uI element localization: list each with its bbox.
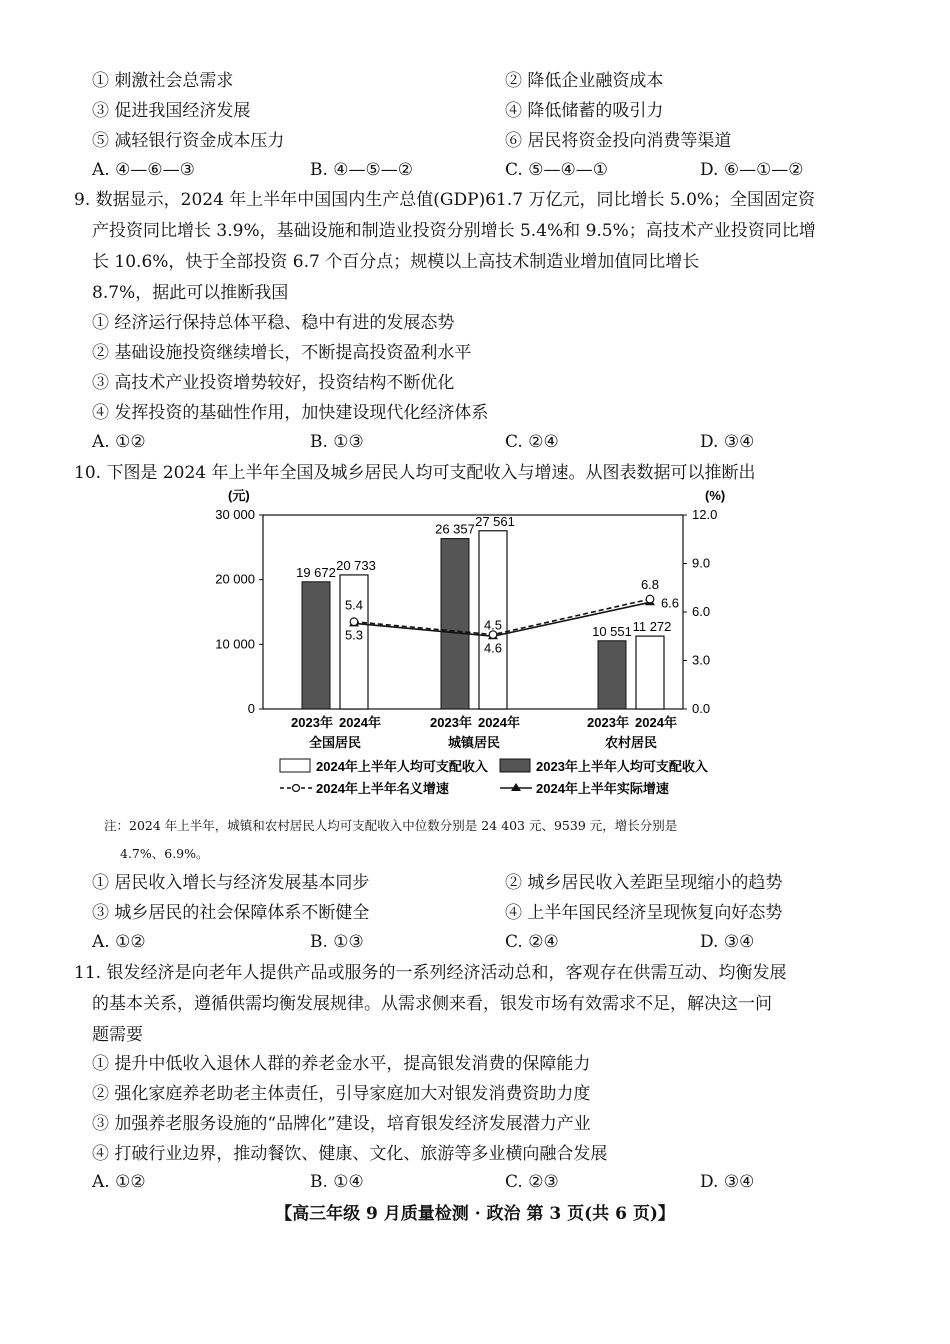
q8-option-3: ③ 促进我国经济发展: [92, 101, 251, 121]
legend-label-2023: 2023年上半年人均可支配收入: [536, 759, 708, 774]
bar-2023-label: 19 672: [296, 564, 336, 580]
q9-choice-c: C. ②④: [505, 432, 559, 452]
right-tick-label: 9.0: [692, 555, 711, 571]
q11-stem-line-2: 的基本关系，遵循供需均衡发展规律。从需求侧来看，银发市场有效需求不足，解决这一问: [92, 994, 772, 1014]
q9-option-4: ④ 发挥投资的基础性作用，加快建设现代化经济体系: [92, 403, 489, 423]
q8-choice-a: A. ④—⑥—③: [92, 160, 195, 180]
q11-choice-b: B. ①④: [310, 1172, 364, 1192]
bar-2024: [636, 636, 664, 709]
income-chart: [0, 485, 950, 805]
legend-nominal-marker: [293, 785, 300, 792]
q8-option-1: ① 刺激社会总需求: [92, 71, 234, 91]
real-growth-label: 6.6: [660, 595, 680, 611]
q8-choice-b: B. ④—⑤—②: [310, 160, 414, 180]
q10-option-1: ① 居民收入增长与经济发展基本同步: [92, 873, 370, 893]
q9-stem-line-1: 9. 数据显示，2024 年上半年中国国内生产总值(GDP)61.7 万亿元，同比增长 5.0%；全国固定资: [74, 190, 816, 210]
left-tick-label: 0: [247, 701, 255, 716]
right-tick-label: 12.0: [692, 507, 718, 522]
q8-choice-c: C. ⑤—④—①: [505, 160, 608, 180]
q10-note-line-2: 4.7%、6.9%。: [120, 846, 209, 861]
bar-2023: [598, 641, 626, 709]
q10-choice-b: B. ①③: [310, 932, 364, 952]
q9-stem-line-2: 产投资同比增长 3.9%，基础设施和制造业投资分别增长 5.4%和 9.5%；高技术产业投资同比增: [92, 221, 816, 241]
q9-choice-b: B. ①③: [310, 432, 364, 452]
q9-option-1: ① 经济运行保持总体平稳、稳中有进的发展态势: [92, 313, 455, 333]
q10-choice-d: D. ③④: [700, 932, 755, 952]
bar-2023-label: 10 551: [592, 623, 632, 639]
q9-choice-d: D. ③④: [700, 432, 755, 452]
right-tick-label: 0.0: [692, 701, 711, 716]
q10-note-line-1: 注：2024 年上半年，城镇和农村居民人均可支配收入中位数分别是 24 403 元、9539 元，增长分别是: [104, 818, 678, 833]
q11-choice-a: A. ①②: [92, 1172, 146, 1192]
q11-option-1: ① 提升中低收入退休人群的养老金水平，提高银发消费的保障能力: [92, 1054, 591, 1074]
q10-option-2: ② 城乡居民收入差距呈现缩小的趋势: [505, 873, 783, 893]
nominal-growth-marker: [646, 595, 654, 603]
legend-label-nominal: 2024年上半年名义增速: [316, 781, 449, 796]
q11-option-4: ④ 打破行业边界，推动餐饮、健康、文化、旅游等多业横向融合发展: [92, 1144, 608, 1164]
year-label-2023: 2023年: [587, 715, 629, 730]
q11-option-3: ③ 加强养老服务设施的“品牌化”建设，培育银发经济发展潜力产业: [92, 1114, 591, 1134]
q11-option-2: ② 强化家庭养老助老主体责任，引导家庭加大对银发消费资助力度: [92, 1084, 591, 1104]
bar-2024-label: 11 272: [632, 619, 672, 635]
bar-2023: [441, 539, 469, 709]
right-tick-label: 3.0: [692, 652, 711, 668]
year-label-2023: 2023年: [291, 715, 333, 730]
chart-legend: [280, 759, 708, 796]
legend-label-2024: 2024年上半年人均可支配收入: [316, 759, 488, 774]
page-footer: 【高三年级 9 月质量检测 · 政治 第 3 页(共 6 页)】: [275, 1204, 675, 1224]
bar-2023-label: 26 357: [435, 521, 475, 537]
q9-option-3: ③ 高技术产业投资增势较好，投资结构不断优化: [92, 373, 455, 393]
legend-label-real: 2024年上半年实际增速: [536, 781, 669, 796]
legend-swatch-2024: [280, 759, 310, 772]
q9-stem-line-4: 8.7%，据此可以推断我国: [92, 283, 289, 303]
nominal-growth-label: 6.8: [640, 577, 660, 593]
q8-choice-d: D. ⑥—①—②: [700, 160, 804, 180]
q9-stem-line-3: 长 10.6%，快于全部投资 6.7 个百分点；规模以上高技术制造业增加值同比增长: [92, 252, 700, 272]
bar-2024-label: 27 561: [475, 513, 515, 529]
q10-stem: 10. 下图是 2024 年上半年全国及城乡居民人均可支配收入与增速。从图表数据可以推断出: [74, 463, 756, 483]
nominal-growth-marker: [350, 618, 358, 626]
q10-option-3: ③ 城乡居民的社会保障体系不断健全: [92, 903, 370, 923]
q10-choice-a: A. ①②: [92, 932, 146, 952]
left-tick-label: 30 000: [215, 507, 255, 522]
right-tick-label: 6.0: [692, 604, 711, 619]
left-tick-label: 20 000: [215, 571, 255, 587]
real-growth-label: 5.3: [344, 627, 364, 643]
q8-option-2: ② 降低企业融资成本: [505, 71, 664, 91]
q11-choice-c: C. ②③: [505, 1172, 559, 1192]
legend-swatch-2023: [500, 759, 530, 772]
q8-option-4: ④ 降低储蓄的吸引力: [505, 101, 664, 121]
right-axis-unit: (%): [705, 488, 726, 503]
group-label: 城镇居民: [447, 735, 501, 750]
q9-choice-a: A. ①②: [92, 432, 146, 452]
year-label-2024: 2024年: [478, 715, 520, 730]
q11-stem-line-1: 11. 银发经济是向老年人提供产品或服务的一系列经济活动总和，客观存在供需互动、均衡发展: [74, 963, 787, 983]
year-label-2023: 2023年: [430, 715, 472, 730]
q8-option-5: ⑤ 减轻银行资金成本压力: [92, 131, 285, 151]
group-label: 全国居民: [308, 735, 362, 750]
group-label: 农村居民: [604, 735, 658, 750]
q10-choice-c: C. ②④: [505, 932, 559, 952]
nominal-growth-label: 5.4: [344, 597, 364, 613]
year-label-2024: 2024年: [339, 715, 381, 730]
legend-real-marker: [511, 783, 521, 791]
q9-option-2: ② 基础设施投资继续增长，不断提高投资盈利水平: [92, 343, 472, 363]
real-growth-label: 4.5: [483, 617, 503, 633]
left-axis-unit: (元): [228, 488, 250, 503]
q10-option-4: ④ 上半年国民经济呈现恢复向好态势: [505, 903, 783, 923]
q11-stem-line-3: 题需要: [92, 1025, 143, 1045]
left-tick-label: 10 000: [215, 636, 255, 652]
year-label-2024: 2024年: [635, 715, 677, 730]
bar-2024-label: 20 733: [336, 557, 376, 573]
q8-option-6: ⑥ 居民将资金投向消费等渠道: [505, 131, 732, 151]
nominal-growth-label: 4.6: [483, 640, 503, 656]
q11-choice-d: D. ③④: [700, 1172, 755, 1192]
bar-2023: [302, 582, 330, 709]
